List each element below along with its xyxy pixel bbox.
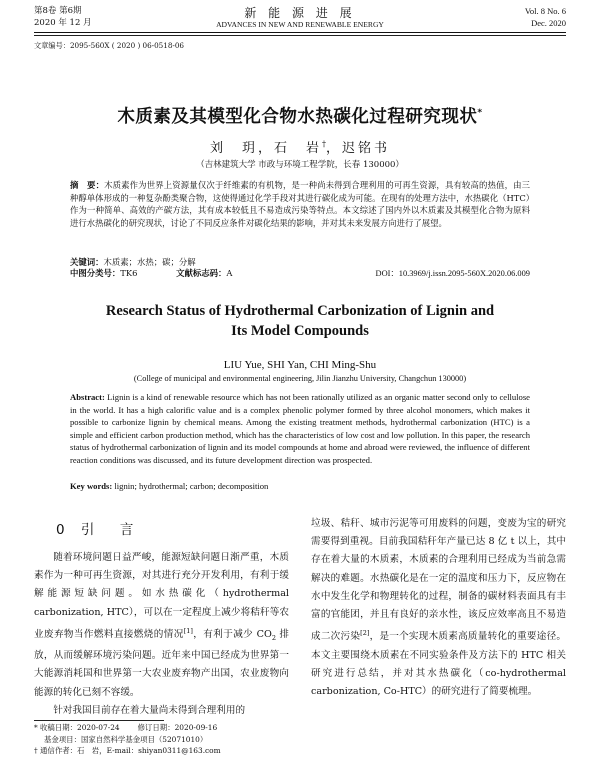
abstract-cn: 摘 要：木质素作为世界上资源量仅次于纤维素的有机物，是一种尚未得到合理利用的可再生资源，具有较高的热值，由三种醇单体形成的一种复杂酚类聚合物，这使得通过化学手段对其进行碳化成为可能。在现有的处理方法中，水热碳化（HTC）作为一种简单、高效的产碳方法，其有成本较低且不易造成污染等特点。本文综述了国内外以木质素及其模型化合物为原料进行水热碳化的研究现状，讨论了不同反应条件对碳化结果的影响，并对其未来发展方向进行了展望。 [70,180,531,228]
journal-title-cn: 新 能 源 进 展 [244,6,356,20]
journal-title-en: ADVANCES IN NEW AND RENEWABLE ENERGY [216,20,384,29]
title-cn: 木质素及其模型化合物水热碳化过程研究现状* [117,107,483,127]
citation: [1] [183,626,193,635]
clc-number: TK6 [120,268,138,278]
classification-line [70,267,530,279]
title-en: Research Status of Hydrothermal Carbonization of Lignin and Its Model Compounds [105,303,495,339]
fund-info: 基金项目：国家自然科学基金项目（52071010） [44,734,208,744]
footnote-rule [34,720,164,721]
doc-code: A [226,268,233,278]
keywords-cn: 关键词：木质素；水热；碳；分解 [70,257,196,267]
header-rule [34,32,566,33]
date-cn: 2020 年 12 月 [34,18,92,28]
author-cn: 石 岩 [273,141,322,156]
volume-en: Vol. 8 No. 6 [524,6,566,16]
date-en: Dec. 2020 [531,18,566,28]
author-cn: ，迟铭书 [326,141,391,156]
keywords-en: Key words: lignin; hydrothermal; carbon; decomposition [70,481,269,491]
abstract-en: Abstract: Lignin is a kind of renewable resource which has not been rationally utilized as an organic matter second only to cellulose in the world. It has a high calorific value and is a complex phenolic polymer formed by three alcohol monomers, which makes it possible to carbonize lignin by chemical means. Among the existing treatment methods, hydrothermal carbonization (HTC) is a simple and efficient carbon production method, which has the characteristics of low cost and low pollution. In this paper, the research status of hydrothermal carbonization of lignin and its model compounds at home and abroad were reviewed, the influence of different reaction conditions was discussed, and its future development direction was prospected. [70,392,530,465]
corresponding-author: † 通信作者：石 岩，E-mail：shiyan0311@163.com [34,746,221,755]
corresponding-mark: † [322,139,326,149]
citation: [2] [360,629,370,638]
affiliation-en: (College of municipal and environmental engineering, Jilin Jianzhu University, Changchun 130000) [133,374,467,383]
authors-cn [0,137,600,156]
affiliation-cn: （吉林建筑大学 市政与环境工程学院，长春 130000） [196,160,404,170]
section-heading: 0 引 言 [56,522,140,538]
paragraph: 针对我国目前存在着大量尚未得到合理利用的 [53,704,246,716]
body-right-column [311,515,566,701]
clc-label: 中图分类号： [70,268,121,278]
doc-code-label: 文献标志码： [176,268,227,278]
received-date: * 收稿日期：2020-07-24 修订日期：2020-09-16 [34,723,218,732]
authors-en: LIU Yue, SHI Yan, CHI Ming-Shu [223,359,377,371]
footnotes [34,722,294,757]
volume-cn: 第8卷 第6期 [34,6,82,16]
body-left-column [34,549,289,720]
paragraph: 垃圾、秸秆、城市污泥等可用废料的问题，变废为宝的研究需要得到重视。目前我国秸秆年产量已达 8 亿 t 以上，其中存在着大量的木质素，木质素的合理利用已经成为当前急需解决的难题。水热碳化是在一定的温度和压力下，反应物在水中发生化学和物理转化的过程，制备的碳材料表面具有丰富的官能团，并且有良好的亲水性，该反应效率高且不易造成二次污染[2]，是一个实现木质素高质量转化的重要途径。本文主要围绕木质素在不同实验条件及方法下的 HTC 相关研究进行总结，并对其水热碳化（co-hydrothermal carbonization, Co-HTC）的研究进行了简要梳理。 [311,518,566,698]
doi: DOI：10.3969/j.issn.2095-560X.2020.06.009 [375,269,530,278]
paragraph: 随着环境问题日益严峻，能源短缺问题日渐严重，木质素作为一种可再生资源，对其进行充分开发利用，有利于缓解能源短缺问题。如水热碳化（hydrothermal carbonization, HTC），可以在一定程度上减少将秸秆等农业废弃物当作燃料直接燃烧的情况[1]，有利于减少 $CO_2$ 排放，从而缓解环境污染问题。近年来中国已经成为世界第一大能源消耗国和世界第一大农业废弃物产出国，农业废物向能源的转化已刻不容缓。 [34,552,289,698]
header-rule-thin [34,35,566,36]
article-number: 文章编号：2095-560X ( 2020 ) 06-0518-06 [34,41,184,50]
author-cn: 刘 玥， [209,141,274,156]
